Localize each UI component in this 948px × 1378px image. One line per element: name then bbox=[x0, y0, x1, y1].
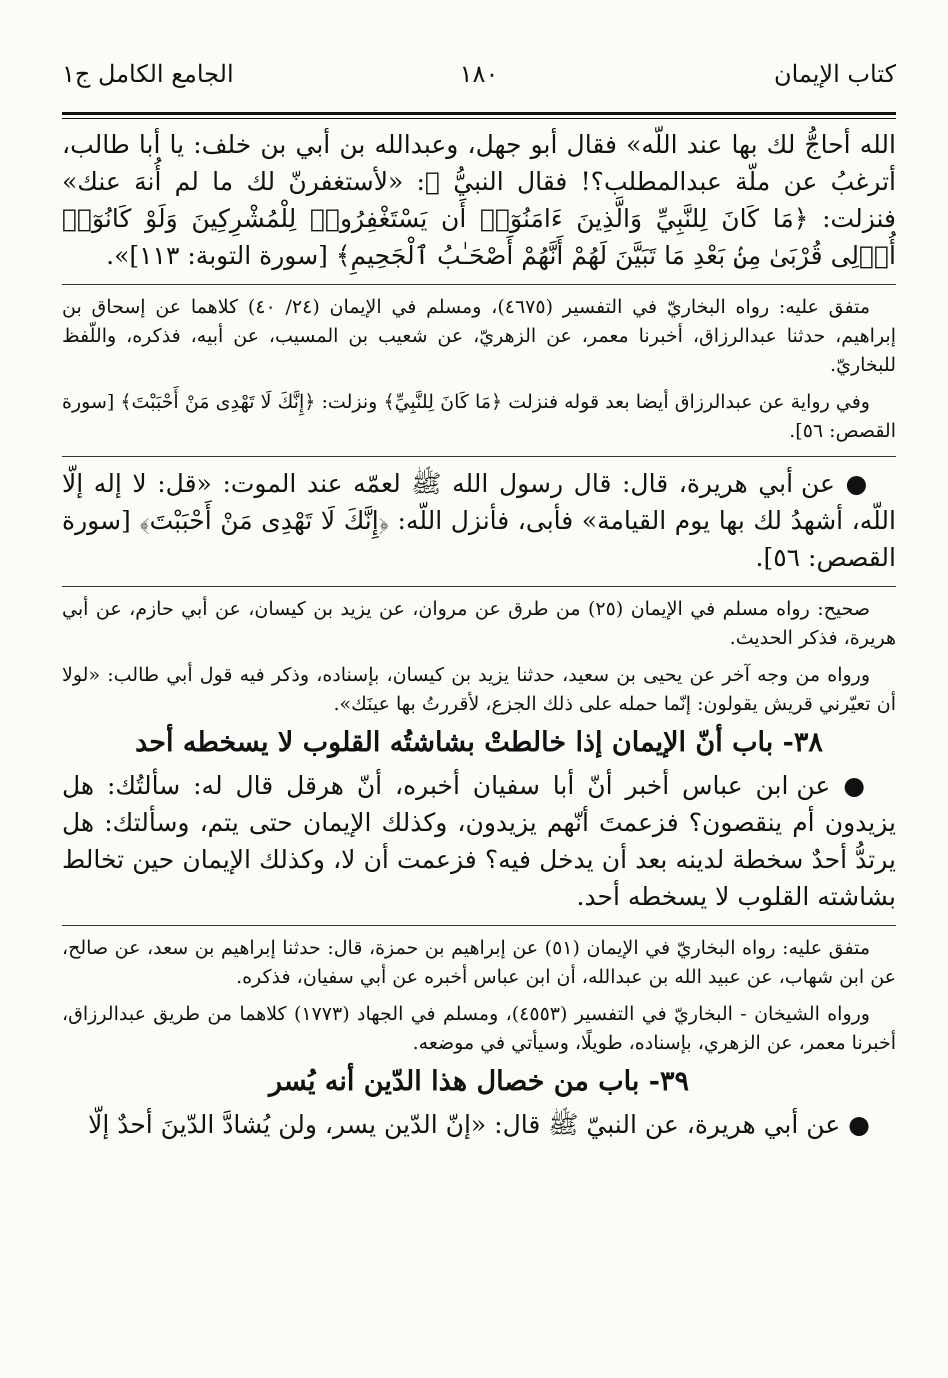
footnote-paragraph: متفق عليه: رواه البخاريّ في الإيمان (٥١) عن إبراهيم بن حمزة، قال: حدثنا إبراهيم بن سعد، عن صالح، عن ابن شهاب، عن عبيد الله بن عبدالله، أن ابن عباس أخبره عن أبي سفيان، فذكره. bbox=[62, 937, 896, 988]
hadith-text: عن أبي هريرة، عن النبيّ ﷺ قال: «إنّ الدّين يسر، ولن يُشادَّ الدّينَ أحدٌ إلّا bbox=[88, 1110, 841, 1139]
chapter-heading: ٣٩- باب من خصال هذا الدّين أنه يُسر bbox=[268, 1066, 689, 1097]
footnote-paragraph: صحيح: رواه مسلم في الإيمان (٢٥) من طرق عن مروان، عن يزيد بن كيسان، عن أبي حازم، عن أبي هريرة، فذكر الحديث. bbox=[62, 598, 896, 649]
header-rule-thick bbox=[62, 112, 896, 115]
separator-line bbox=[62, 586, 896, 587]
bullet-icon: ● bbox=[834, 469, 870, 498]
header-rule-thin bbox=[62, 118, 896, 119]
hadith-paragraph bbox=[62, 767, 896, 915]
hadith-text: عن أبي هريرة، قال: قال رسول الله ﷺ لعمّه عند الموت: «قل: لا إله إلّا اللّه، أشهدُ لك بها يوم القيامة» فأبى، فأنزل اللّه: ﴿إِنَّكَ لَا تَهْدِى مَنْ أَحْبَبْتَ﴾ [سورة القصص: ٥٦]. bbox=[62, 469, 896, 572]
hadith-paragraph bbox=[62, 465, 896, 576]
footnote-paragraph: ورواه الشيخان - البخاريّ في التفسير (٤٥٥٣)، ومسلم في الجهاد (١٧٧٣) كلاهما من طريق عبدالرزاق، أخبرنا معمر، عن الزهري، بإسناده، طويلًا، وسيأتي في موضعه. bbox=[62, 1003, 896, 1054]
hadith-paragraph bbox=[62, 1106, 896, 1143]
bullet-icon: ● bbox=[840, 1110, 870, 1139]
hadith-text: عن ابن عباس أخبر أنّ أبا سفيان أخبره، أنّ هرقل قال له: سألتُك: هل يزيدون أم ينقصون؟ فزعمتَ أنّهم يزيدون، وكذلك الإيمان حتى يتم، وسألتك: هل يرتدُّ أحدٌ سخطة لدينه بعد أن يدخل فيه؟ فزعمت أن لا، وكذلك الإيمان حين تخالط بشاشته القلوب لا يسخطه أحد. bbox=[62, 771, 896, 911]
footnote-paragraph: متفق عليه: رواه البخاريّ في التفسير (٤٦٧٥)، ومسلم في الإيمان (٢٤/ ٤٠) كلاهما عن إسحاق بن إبراهيم، حدثنا عبدالرزاق، أخبرنا معمر، عن الزهريّ، عن شعيب بن المسيب، عن أبيه، فذكره، واللّفظ للبخاريّ. bbox=[62, 296, 896, 376]
page-content bbox=[62, 126, 896, 1143]
page-header bbox=[62, 60, 896, 104]
separator-line bbox=[62, 284, 896, 285]
bullet-icon: ● bbox=[830, 771, 871, 800]
separator-line bbox=[62, 456, 896, 457]
footnote-paragraph: وفي رواية عن عبدالرزاق أيضا بعد قوله فنزلت ﴿مَا كَانَ لِلنَّبِيِّ﴾ ونزلت: ﴿إِنَّكَ لَا تَهْدِى مَنْ أَحْبَبْتَ﴾ [سورة القصص: ٥٦]. bbox=[62, 391, 896, 442]
book-page bbox=[62, 0, 896, 1378]
footnote-paragraph: ورواه من وجه آخر عن يحيى بن سعيد، حدثنا يزيد بن كيسان، بإسناده، وذكر فيه قول أبي طالب: «لولا أن تعيّرني قريش يقولون: إنّما حمله على ذلك الجزع، لأقررتُ بها عينَك». bbox=[62, 664, 896, 715]
page-number: ١٨٠ bbox=[459, 60, 499, 88]
book-title: كتاب الإيمان bbox=[773, 60, 896, 88]
main-paragraph: الله أحاجُّ لك بها عند اللّه» فقال أبو جهل، وعبدالله بن أبي بن خلف: يا أبا طالب، أترغبُ عن ملّة عبدالمطلب؟! فقال النبيُّ ﷺ: «لأستغفرنّ لك ما لم أُنهَ عنك» فنزلت: ﴿مَا كَانَ لِلنَّبِيِّ وَالَّذِينَ ءَامَنُوٓا۟ أَن يَسْتَغْفِرُوا۟ لِلْمُشْرِكِينَ وَلَوْ كَانُوٓا۟ أُو۟لِى قُرْبَىٰ مِنۢ بَعْدِ مَا تَبَيَّنَ لَهُمْ أَنَّهُمْ أَصْحَـٰبُ ٱلْجَحِيمِ﴾ [سورة التوبة: ١١٣]». bbox=[62, 130, 896, 270]
running-title: الجامع الكامل ج١ bbox=[62, 60, 234, 88]
chapter-heading: ٣٨- باب أنّ الإيمان إذا خالطتْ بشاشتُه القلوب لا يسخطه أحد bbox=[135, 727, 823, 758]
separator-line bbox=[62, 925, 896, 926]
